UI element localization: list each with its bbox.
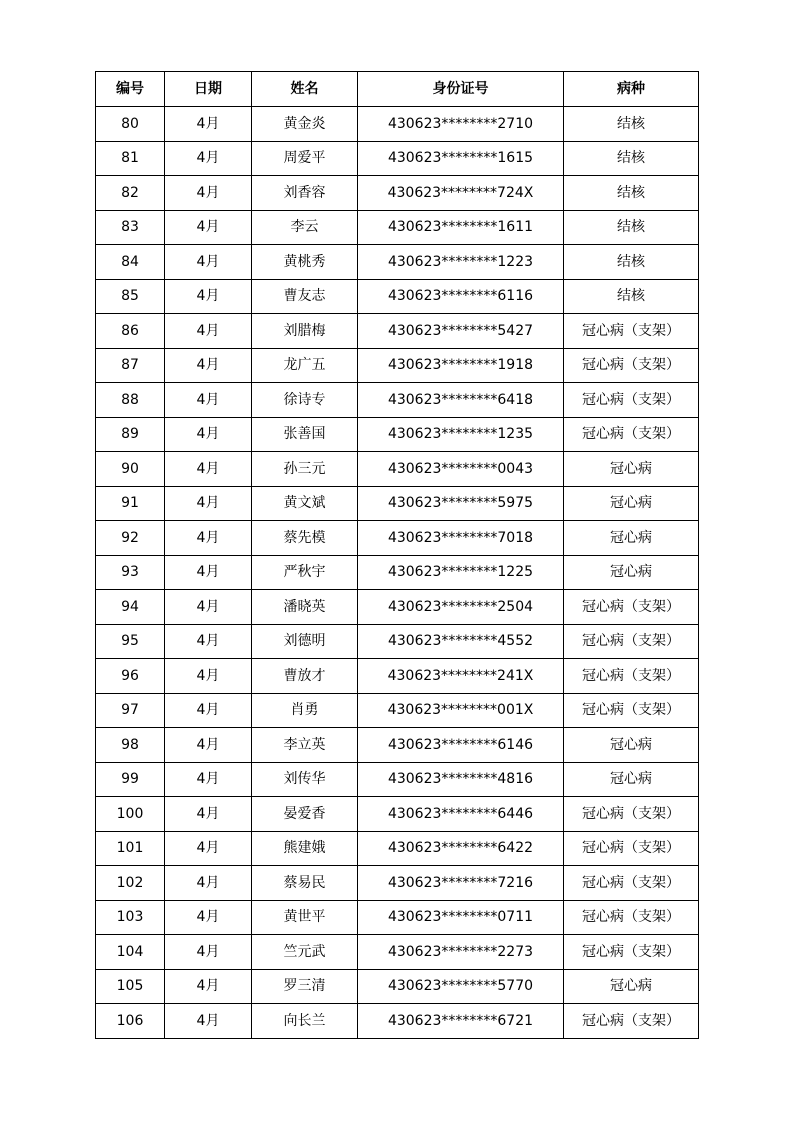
- cell-date: 4月: [165, 1004, 252, 1039]
- cell-disease: 冠心病（支架）: [564, 693, 699, 728]
- header-date: 日期: [165, 72, 252, 107]
- cell-id-number: 430623********2504: [358, 590, 564, 625]
- cell-disease: 冠心病（支架）: [564, 1004, 699, 1039]
- cell-number: 87: [96, 348, 165, 383]
- cell-number: 85: [96, 279, 165, 314]
- table-row: [96, 279, 699, 314]
- cell-id-number: 430623********1615: [358, 141, 564, 176]
- cell-number: 90: [96, 452, 165, 487]
- cell-disease: 冠心病（支架）: [564, 383, 699, 418]
- cell-number: 88: [96, 383, 165, 418]
- cell-id-number: 430623********724X: [358, 176, 564, 211]
- cell-number: 104: [96, 935, 165, 970]
- cell-disease: 冠心病: [564, 969, 699, 1004]
- cell-number: 80: [96, 107, 165, 142]
- cell-id-number: 430623********1611: [358, 210, 564, 245]
- cell-date: 4月: [165, 107, 252, 142]
- cell-disease: 冠心病（支架）: [564, 348, 699, 383]
- cell-number: 92: [96, 521, 165, 556]
- cell-name: 张善国: [252, 417, 358, 452]
- cell-disease: 冠心病（支架）: [564, 900, 699, 935]
- cell-id-number: 430623********5975: [358, 486, 564, 521]
- cell-name: 黄金炎: [252, 107, 358, 142]
- cell-date: 4月: [165, 728, 252, 763]
- cell-date: 4月: [165, 866, 252, 901]
- table-row: [96, 348, 699, 383]
- header-disease: 病种: [564, 72, 699, 107]
- cell-id-number: 430623********6422: [358, 831, 564, 866]
- cell-id-number: 430623********6418: [358, 383, 564, 418]
- cell-disease: 结核: [564, 107, 699, 142]
- cell-number: 81: [96, 141, 165, 176]
- table-row: [96, 452, 699, 487]
- cell-number: 86: [96, 314, 165, 349]
- cell-disease: 冠心病（支架）: [564, 659, 699, 694]
- cell-disease: 冠心病（支架）: [564, 590, 699, 625]
- cell-number: 91: [96, 486, 165, 521]
- cell-id-number: 430623********5770: [358, 969, 564, 1004]
- table-row: [96, 314, 699, 349]
- cell-name: 李云: [252, 210, 358, 245]
- cell-date: 4月: [165, 935, 252, 970]
- cell-id-number: 430623********0043: [358, 452, 564, 487]
- cell-name: 刘腊梅: [252, 314, 358, 349]
- cell-date: 4月: [165, 797, 252, 832]
- header-name: 姓名: [252, 72, 358, 107]
- cell-name: 周爱平: [252, 141, 358, 176]
- cell-disease: 结核: [564, 245, 699, 280]
- cell-name: 刘香容: [252, 176, 358, 211]
- cell-id-number: 430623********4552: [358, 624, 564, 659]
- cell-number: 82: [96, 176, 165, 211]
- cell-date: 4月: [165, 521, 252, 556]
- cell-name: 严秋宇: [252, 555, 358, 590]
- table-row: [96, 624, 699, 659]
- cell-number: 102: [96, 866, 165, 901]
- cell-disease: 冠心病（支架）: [564, 417, 699, 452]
- cell-date: 4月: [165, 417, 252, 452]
- patient-table: [95, 71, 699, 1039]
- cell-date: 4月: [165, 348, 252, 383]
- cell-disease: 冠心病: [564, 452, 699, 487]
- cell-id-number: 430623********6446: [358, 797, 564, 832]
- table-row: [96, 693, 699, 728]
- cell-name: 肖勇: [252, 693, 358, 728]
- cell-disease: 冠心病: [564, 555, 699, 590]
- cell-name: 罗三清: [252, 969, 358, 1004]
- cell-date: 4月: [165, 383, 252, 418]
- header-number: 编号: [96, 72, 165, 107]
- cell-id-number: 430623********5427: [358, 314, 564, 349]
- cell-number: 103: [96, 900, 165, 935]
- table-row: [96, 1004, 699, 1039]
- cell-disease: 冠心病: [564, 521, 699, 556]
- cell-date: 4月: [165, 314, 252, 349]
- cell-id-number: 430623********6116: [358, 279, 564, 314]
- cell-id-number: 430623********2710: [358, 107, 564, 142]
- table-row: [96, 797, 699, 832]
- cell-date: 4月: [165, 831, 252, 866]
- table-row: [96, 935, 699, 970]
- cell-id-number: 430623********6146: [358, 728, 564, 763]
- cell-date: 4月: [165, 210, 252, 245]
- table-row: [96, 176, 699, 211]
- cell-disease: 冠心病: [564, 486, 699, 521]
- cell-date: 4月: [165, 624, 252, 659]
- cell-id-number: 430623********2273: [358, 935, 564, 970]
- table-row: [96, 486, 699, 521]
- cell-disease: 冠心病: [564, 728, 699, 763]
- cell-name: 孙三元: [252, 452, 358, 487]
- cell-name: 蔡先模: [252, 521, 358, 556]
- cell-number: 101: [96, 831, 165, 866]
- table-row: [96, 383, 699, 418]
- cell-disease: 结核: [564, 279, 699, 314]
- cell-date: 4月: [165, 590, 252, 625]
- cell-disease: 结核: [564, 176, 699, 211]
- cell-name: 龙广五: [252, 348, 358, 383]
- cell-name: 熊建娥: [252, 831, 358, 866]
- table-row: [96, 141, 699, 176]
- cell-name: 曹友志: [252, 279, 358, 314]
- cell-name: 刘传华: [252, 762, 358, 797]
- cell-name: 潘晓英: [252, 590, 358, 625]
- cell-id-number: 430623********001X: [358, 693, 564, 728]
- cell-date: 4月: [165, 176, 252, 211]
- cell-disease: 结核: [564, 141, 699, 176]
- cell-id-number: 430623********1225: [358, 555, 564, 590]
- cell-name: 曹放才: [252, 659, 358, 694]
- cell-disease: 冠心病（支架）: [564, 935, 699, 970]
- cell-number: 89: [96, 417, 165, 452]
- cell-date: 4月: [165, 969, 252, 1004]
- table-row: [96, 245, 699, 280]
- cell-number: 84: [96, 245, 165, 280]
- cell-number: 99: [96, 762, 165, 797]
- table-row: [96, 107, 699, 142]
- cell-id-number: 430623********1918: [358, 348, 564, 383]
- cell-disease: 结核: [564, 210, 699, 245]
- cell-name: 晏爱香: [252, 797, 358, 832]
- table-body: [96, 107, 699, 1039]
- cell-id-number: 430623********1223: [358, 245, 564, 280]
- header-id-number: 身份证号: [358, 72, 564, 107]
- cell-disease: 冠心病: [564, 762, 699, 797]
- cell-number: 106: [96, 1004, 165, 1039]
- cell-disease: 冠心病（支架）: [564, 831, 699, 866]
- cell-name: 徐诗专: [252, 383, 358, 418]
- cell-number: 98: [96, 728, 165, 763]
- table-row: [96, 555, 699, 590]
- cell-date: 4月: [165, 141, 252, 176]
- document-page: [95, 71, 698, 1039]
- cell-date: 4月: [165, 245, 252, 280]
- cell-disease: 冠心病（支架）: [564, 624, 699, 659]
- table-row: [96, 900, 699, 935]
- cell-name: 蔡易民: [252, 866, 358, 901]
- table-row: [96, 762, 699, 797]
- cell-id-number: 430623********7216: [358, 866, 564, 901]
- cell-number: 96: [96, 659, 165, 694]
- cell-number: 95: [96, 624, 165, 659]
- cell-id-number: 430623********7018: [358, 521, 564, 556]
- cell-name: 黄文斌: [252, 486, 358, 521]
- cell-date: 4月: [165, 555, 252, 590]
- cell-number: 105: [96, 969, 165, 1004]
- table-row: [96, 590, 699, 625]
- cell-id-number: 430623********6721: [358, 1004, 564, 1039]
- cell-disease: 冠心病（支架）: [564, 797, 699, 832]
- table-row: [96, 866, 699, 901]
- cell-disease: 冠心病（支架）: [564, 866, 699, 901]
- table-row: [96, 521, 699, 556]
- table-header-row: [96, 72, 699, 107]
- cell-date: 4月: [165, 279, 252, 314]
- table-row: [96, 831, 699, 866]
- table-row: [96, 210, 699, 245]
- cell-date: 4月: [165, 762, 252, 797]
- cell-name: 黄桃秀: [252, 245, 358, 280]
- cell-name: 刘德明: [252, 624, 358, 659]
- table-row: [96, 417, 699, 452]
- cell-number: 100: [96, 797, 165, 832]
- cell-id-number: 430623********1235: [358, 417, 564, 452]
- cell-date: 4月: [165, 486, 252, 521]
- cell-number: 97: [96, 693, 165, 728]
- cell-id-number: 430623********4816: [358, 762, 564, 797]
- cell-date: 4月: [165, 693, 252, 728]
- table-row: [96, 728, 699, 763]
- table-row: [96, 659, 699, 694]
- cell-name: 黄世平: [252, 900, 358, 935]
- cell-number: 94: [96, 590, 165, 625]
- cell-date: 4月: [165, 900, 252, 935]
- cell-date: 4月: [165, 659, 252, 694]
- table-row: [96, 969, 699, 1004]
- cell-date: 4月: [165, 452, 252, 487]
- cell-name: 向长兰: [252, 1004, 358, 1039]
- cell-name: 竺元武: [252, 935, 358, 970]
- cell-number: 93: [96, 555, 165, 590]
- cell-name: 李立英: [252, 728, 358, 763]
- cell-disease: 冠心病（支架）: [564, 314, 699, 349]
- cell-id-number: 430623********241X: [358, 659, 564, 694]
- cell-number: 83: [96, 210, 165, 245]
- cell-id-number: 430623********0711: [358, 900, 564, 935]
